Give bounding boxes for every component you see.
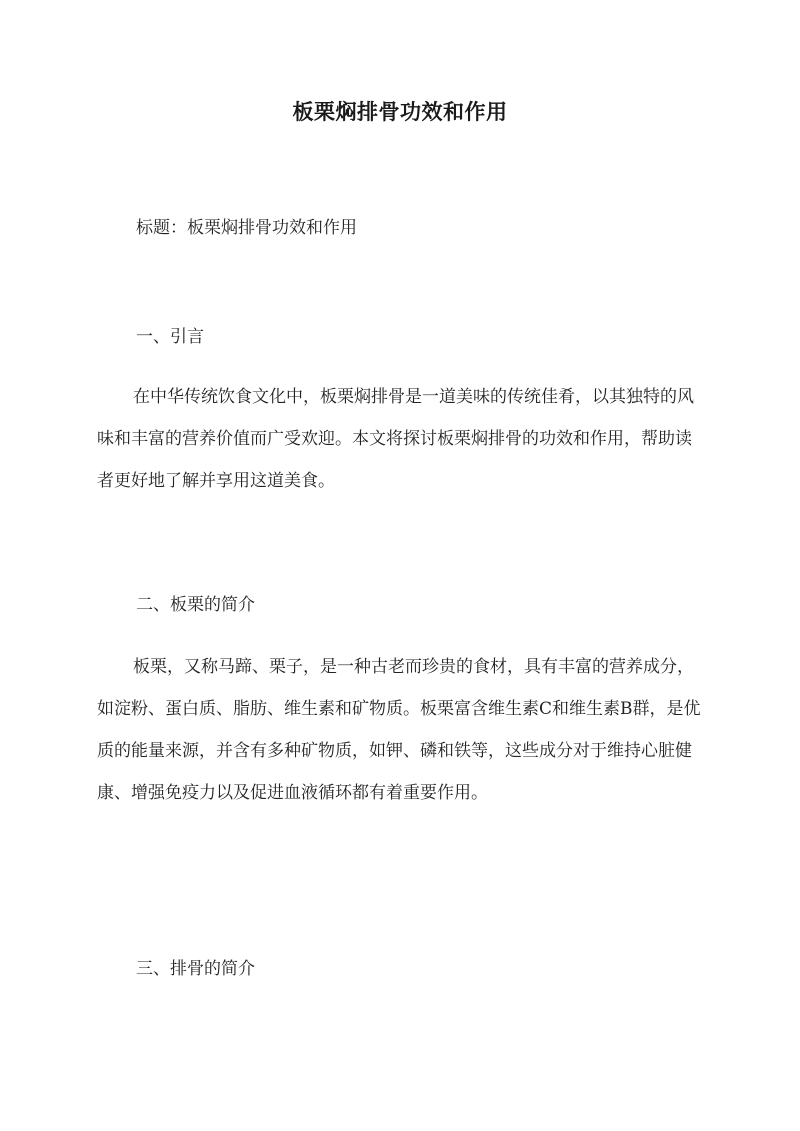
paragraph-text: 在中华传统饮食文化中，板栗焖排骨是一道美味的传统佳肴，以其独特的风味和丰富的营养价值而广受欢迎。本文将探讨板栗焖排骨的功效和作用，帮助读者更好地了解并享用这道美食。 (97, 387, 694, 491)
document-title: 板栗焖排骨功效和作用 (292, 99, 508, 124)
section-paragraph-intro (97, 376, 707, 502)
section-heading-chestnut: 二、板栗的简介 (136, 595, 255, 615)
section-paragraph-chestnut (97, 646, 707, 814)
section-heading-ribs: 三、排骨的简介 (136, 959, 255, 979)
paragraph-text: 板栗，又称马蹄、栗子，是一种古老而珍贵的食材，具有丰富的营养成分，如淀粉、蛋白质、脂肪、维生素和矿物质。板栗富含维生素C和维生素B群，是优质的能量来源，并含有多种矿物质，如钾、磷和铁等，这些成分对于维持心脏健康、增强免疫力以及促进血液循环都有着重要作用。 (97, 657, 701, 803)
section-heading-intro: 一、引言 (136, 327, 204, 347)
subtitle-line: 标题：板栗焖排骨功效和作用 (136, 218, 357, 238)
